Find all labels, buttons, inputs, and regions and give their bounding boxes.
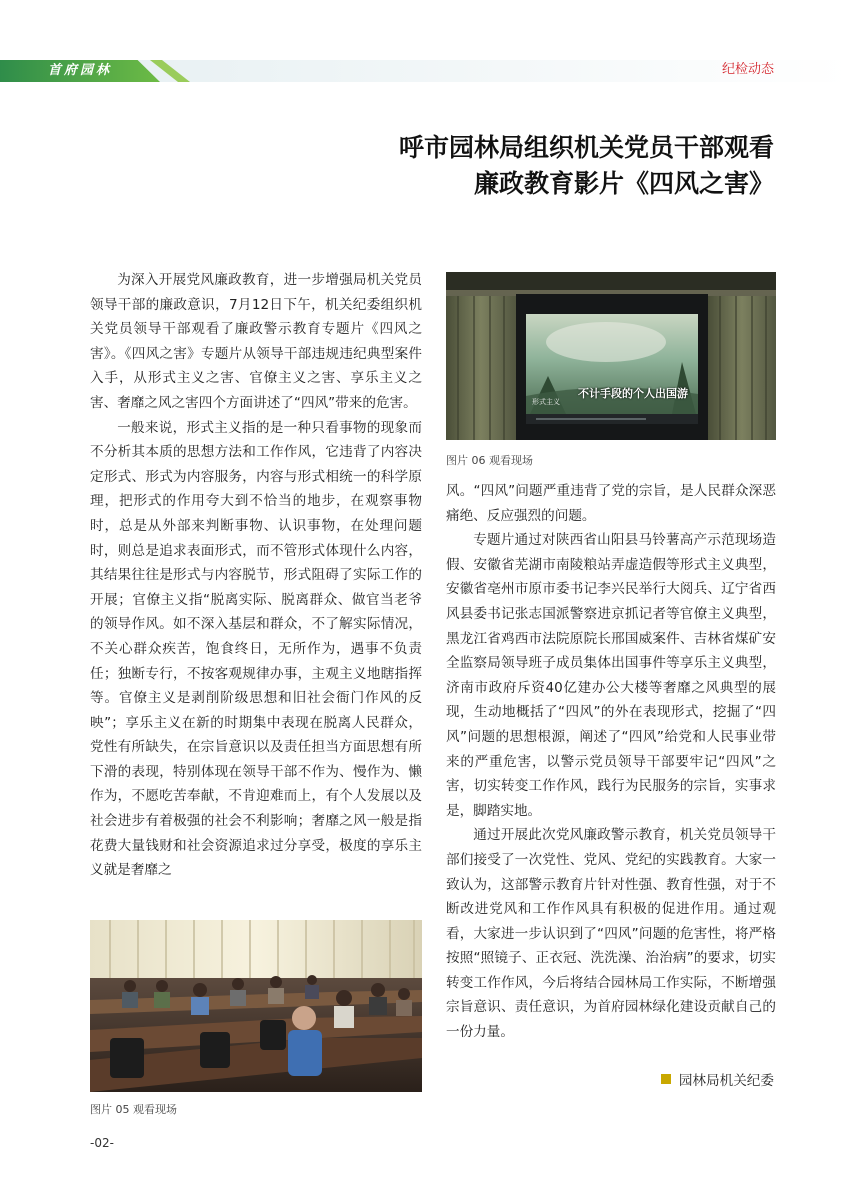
left-column-text xyxy=(90,268,422,883)
right-column-text xyxy=(446,479,776,1045)
paragraph-cases: 专题片通过对陕西省山阳县马铃薯高产示范现场造假、安徽省芜湖市南陵粮站弄虚造假等形式主义典型，安徽省亳州市原市委书记李兴民举行大阅兵、辽宁省西风县委书记张志国派警察进京抓记者等官僚主义典型，黑龙江省鸡西市法院原院长邢国威案件、吉林省煤矿安全监察局领导班子成员集体出国事件等享乐主义典型，济南市政府斥资40亿建办公大楼等奢靡之风典型的展现，生动地概括了“四风”的外在表现形式，挖掘了“四风”问题的思想根源，阐述了“四风”给党和人民事业带来的严重危害，以警示党员领导干部要牢记“四风”之害，切实转变工作作风，践行为民服务的宗旨，实事求是，脚踏实地。 xyxy=(446,532,776,819)
meeting-room-illustration xyxy=(90,920,422,1092)
title-line-2: 廉政教育影片《四风之害》 xyxy=(473,169,774,198)
screen-subtitle: 不计手段的个人出国游 xyxy=(578,387,688,400)
paragraph-intro: 为深入开展党风廉政教育，进一步增强局机关党员领导干部的廉政意识，7月12日下午，机关纪委组织机关党员领导干部观看了廉政警示教育专题片《四风之害》。《四风之害》专题片从领导干部违规违纪典型案件入手，从形式主义之害、官僚主义之害、享乐主义之害、奢靡之风之害四个方面讲述了“四风”带来的危害。 xyxy=(90,272,422,411)
photo-06-caption: 图片 06 观看现场 xyxy=(446,454,533,467)
screen-scene-illustration xyxy=(446,272,776,440)
column-label: 首府园林 xyxy=(48,63,113,78)
paragraph-conclusion: 通过开展此次党风廉政警示教育，机关党员领导干部们接受了一次党性、党风、党纪的实践教育。大家一致认为，这部警示教育片针对性强、教育性强，对于不断改进党风和工作作风具有积极的促进作用。通过观看，大家进一步认识到了“四风”问题的危害性，将严格按照“照镜子、正衣冠、洗洗澡、治治病”的要求，切实转变工作作风，今后将结合园林局工作实际，不断增强宗旨意识、责任意识，为首府园林绿化建设贡献自己的一份力量。 xyxy=(446,827,776,1041)
page-number: -02- xyxy=(90,1136,114,1150)
photo-viewing-screen xyxy=(446,272,776,440)
photo-meeting-room xyxy=(90,920,422,1092)
article-signature xyxy=(661,1069,774,1089)
title-line-1: 呼市园林局组织机关党员干部观看 xyxy=(398,133,774,162)
photo-05-caption: 图片 05 观看现场 xyxy=(90,1103,177,1116)
section-label: 纪检动态 xyxy=(721,62,774,77)
paragraph-definitions: 一般来说，形式主义指的是一种只看事物的现象而不分析其本质的思想方法和工作作风，它违背了内容决定形式、形式为内容服务，内容与形式相统一的科学原理，把形式的作用夸大到不恰当的地步，在观察事物时，总是从外部来判断事物、认识事物，在处理问题时，则总是追求表面形式，而不管形式体现什么内容，其结果往往是形式与内容脱节，形式阻碍了实际工作的开展；官僚主义指“脱离实际、脱离群众、做官当老爷的领导作风。如不深入基层和群众，不了解实际情况，不关心群众疾苦，饱食终日，无所作为，遇事不负责任；独断专行，不按客观规律办事，主观主义地瞎指挥等。官僚主义是剥削阶级思想和旧社会衙门作风的反映”；享乐主义在新的时期集中表现在脱离人民群众，党性有所缺失，在宗旨意识以及责任担当方面思想有所下滑的表现，特别体现在领导干部不作为、慢作为、懒作为，不愿吃苦奉献，不肯迎难而上，有个人发展以及社会进步有着极强的社会不利影响；奢靡之风一般是指花费大量钱财和社会资源追求过分享受，极度的享乐主义就是奢靡之 xyxy=(90,419,422,879)
paragraph-continuation: 风。“四风”问题严重违背了党的宗旨，是人民群众深恶痛绝、反应强烈的问题。 xyxy=(446,483,776,524)
signature-square-icon xyxy=(661,1074,671,1084)
signature-text: 园林局机关纪委 xyxy=(678,1073,774,1089)
screen-corner-label: 形式主义 xyxy=(532,398,560,406)
article-title xyxy=(174,130,774,202)
